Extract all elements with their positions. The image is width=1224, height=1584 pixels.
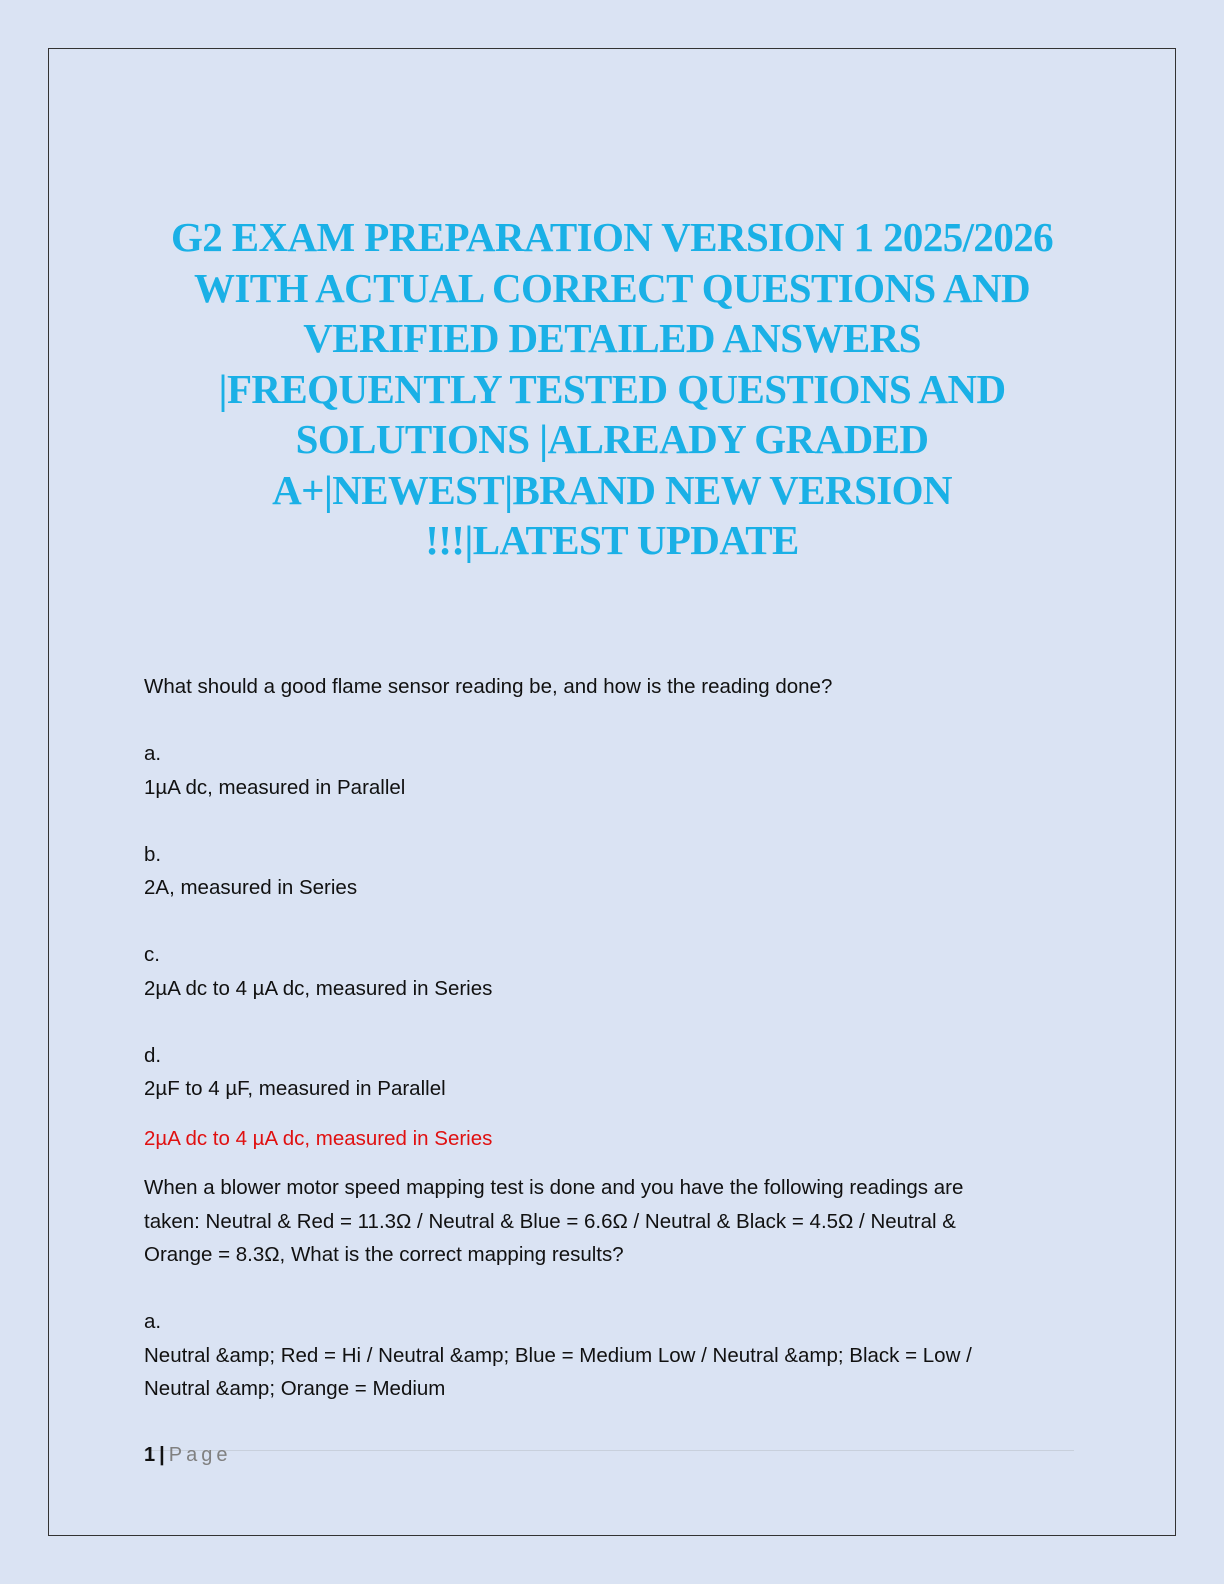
question-block [144, 670, 1044, 1155]
option-letter: b. [144, 842, 162, 866]
question-text: What should a good flame sensor reading be, and how is the reading done? [144, 675, 833, 698]
title-line: VERIFIED DETAILED ANSWERS [303, 315, 921, 361]
option-letter: d. [144, 1043, 162, 1067]
option-letter: a. [144, 742, 162, 765]
correct-answer: 2µA dc to 4 µA dc, measured in Series [144, 1126, 493, 1150]
title-line: G2 EXAM PREPARATION VERSION 1 2025/2026 [170, 214, 1054, 260]
option-letter: a. [144, 1310, 162, 1333]
page-label: Page [168, 1444, 232, 1466]
question-text-line: When a blower motor speed mapping test is done and you have the following readings are [144, 1176, 964, 1199]
title-line: WITH ACTUAL CORRECT QUESTIONS AND [193, 264, 1031, 311]
page-number: 1 [144, 1444, 156, 1466]
page-footer [144, 1443, 231, 1467]
option-text: 2µF to 4 µF, measured in Parallel [144, 1077, 446, 1100]
document-body [144, 670, 1044, 1406]
question-block [144, 1171, 1044, 1406]
title-line: A+|NEWEST|BRAND NEW VERSION [272, 466, 952, 513]
title-line: |FREQUENTLY TESTED QUESTIONS AND [218, 365, 1006, 412]
option-text-line: Neutral &amp; Red = Hi / Neutral &amp; Blue = Medium Low / Neutral &amp; Black = Low / [144, 1343, 972, 1367]
option-text: 1µA dc, measured in Parallel [144, 775, 406, 799]
title-line: !!!|LATEST UPDATE [425, 517, 799, 563]
question-text-line: taken: Neutral & Red = 11.3Ω / Neutral & Blue = 6.6Ω / Neutral & Black = 4.5Ω / Neutral & [144, 1209, 956, 1233]
option-text: 2A, measured in Series [144, 876, 358, 899]
title-line: SOLUTIONS |ALREADY GRADED [295, 416, 929, 462]
option-text-line: Neutral &amp; Orange = Medium [144, 1377, 446, 1400]
option-letter: c. [144, 943, 160, 966]
footer-divider [144, 1450, 1074, 1451]
option-text: 2µA dc to 4 µA dc, measured in Series [144, 976, 493, 1000]
footer-separator: | [159, 1444, 165, 1466]
question-text-line: Orange = 8.3Ω, What is the correct mapping results? [144, 1243, 624, 1266]
document-title [110, 212, 1114, 566]
